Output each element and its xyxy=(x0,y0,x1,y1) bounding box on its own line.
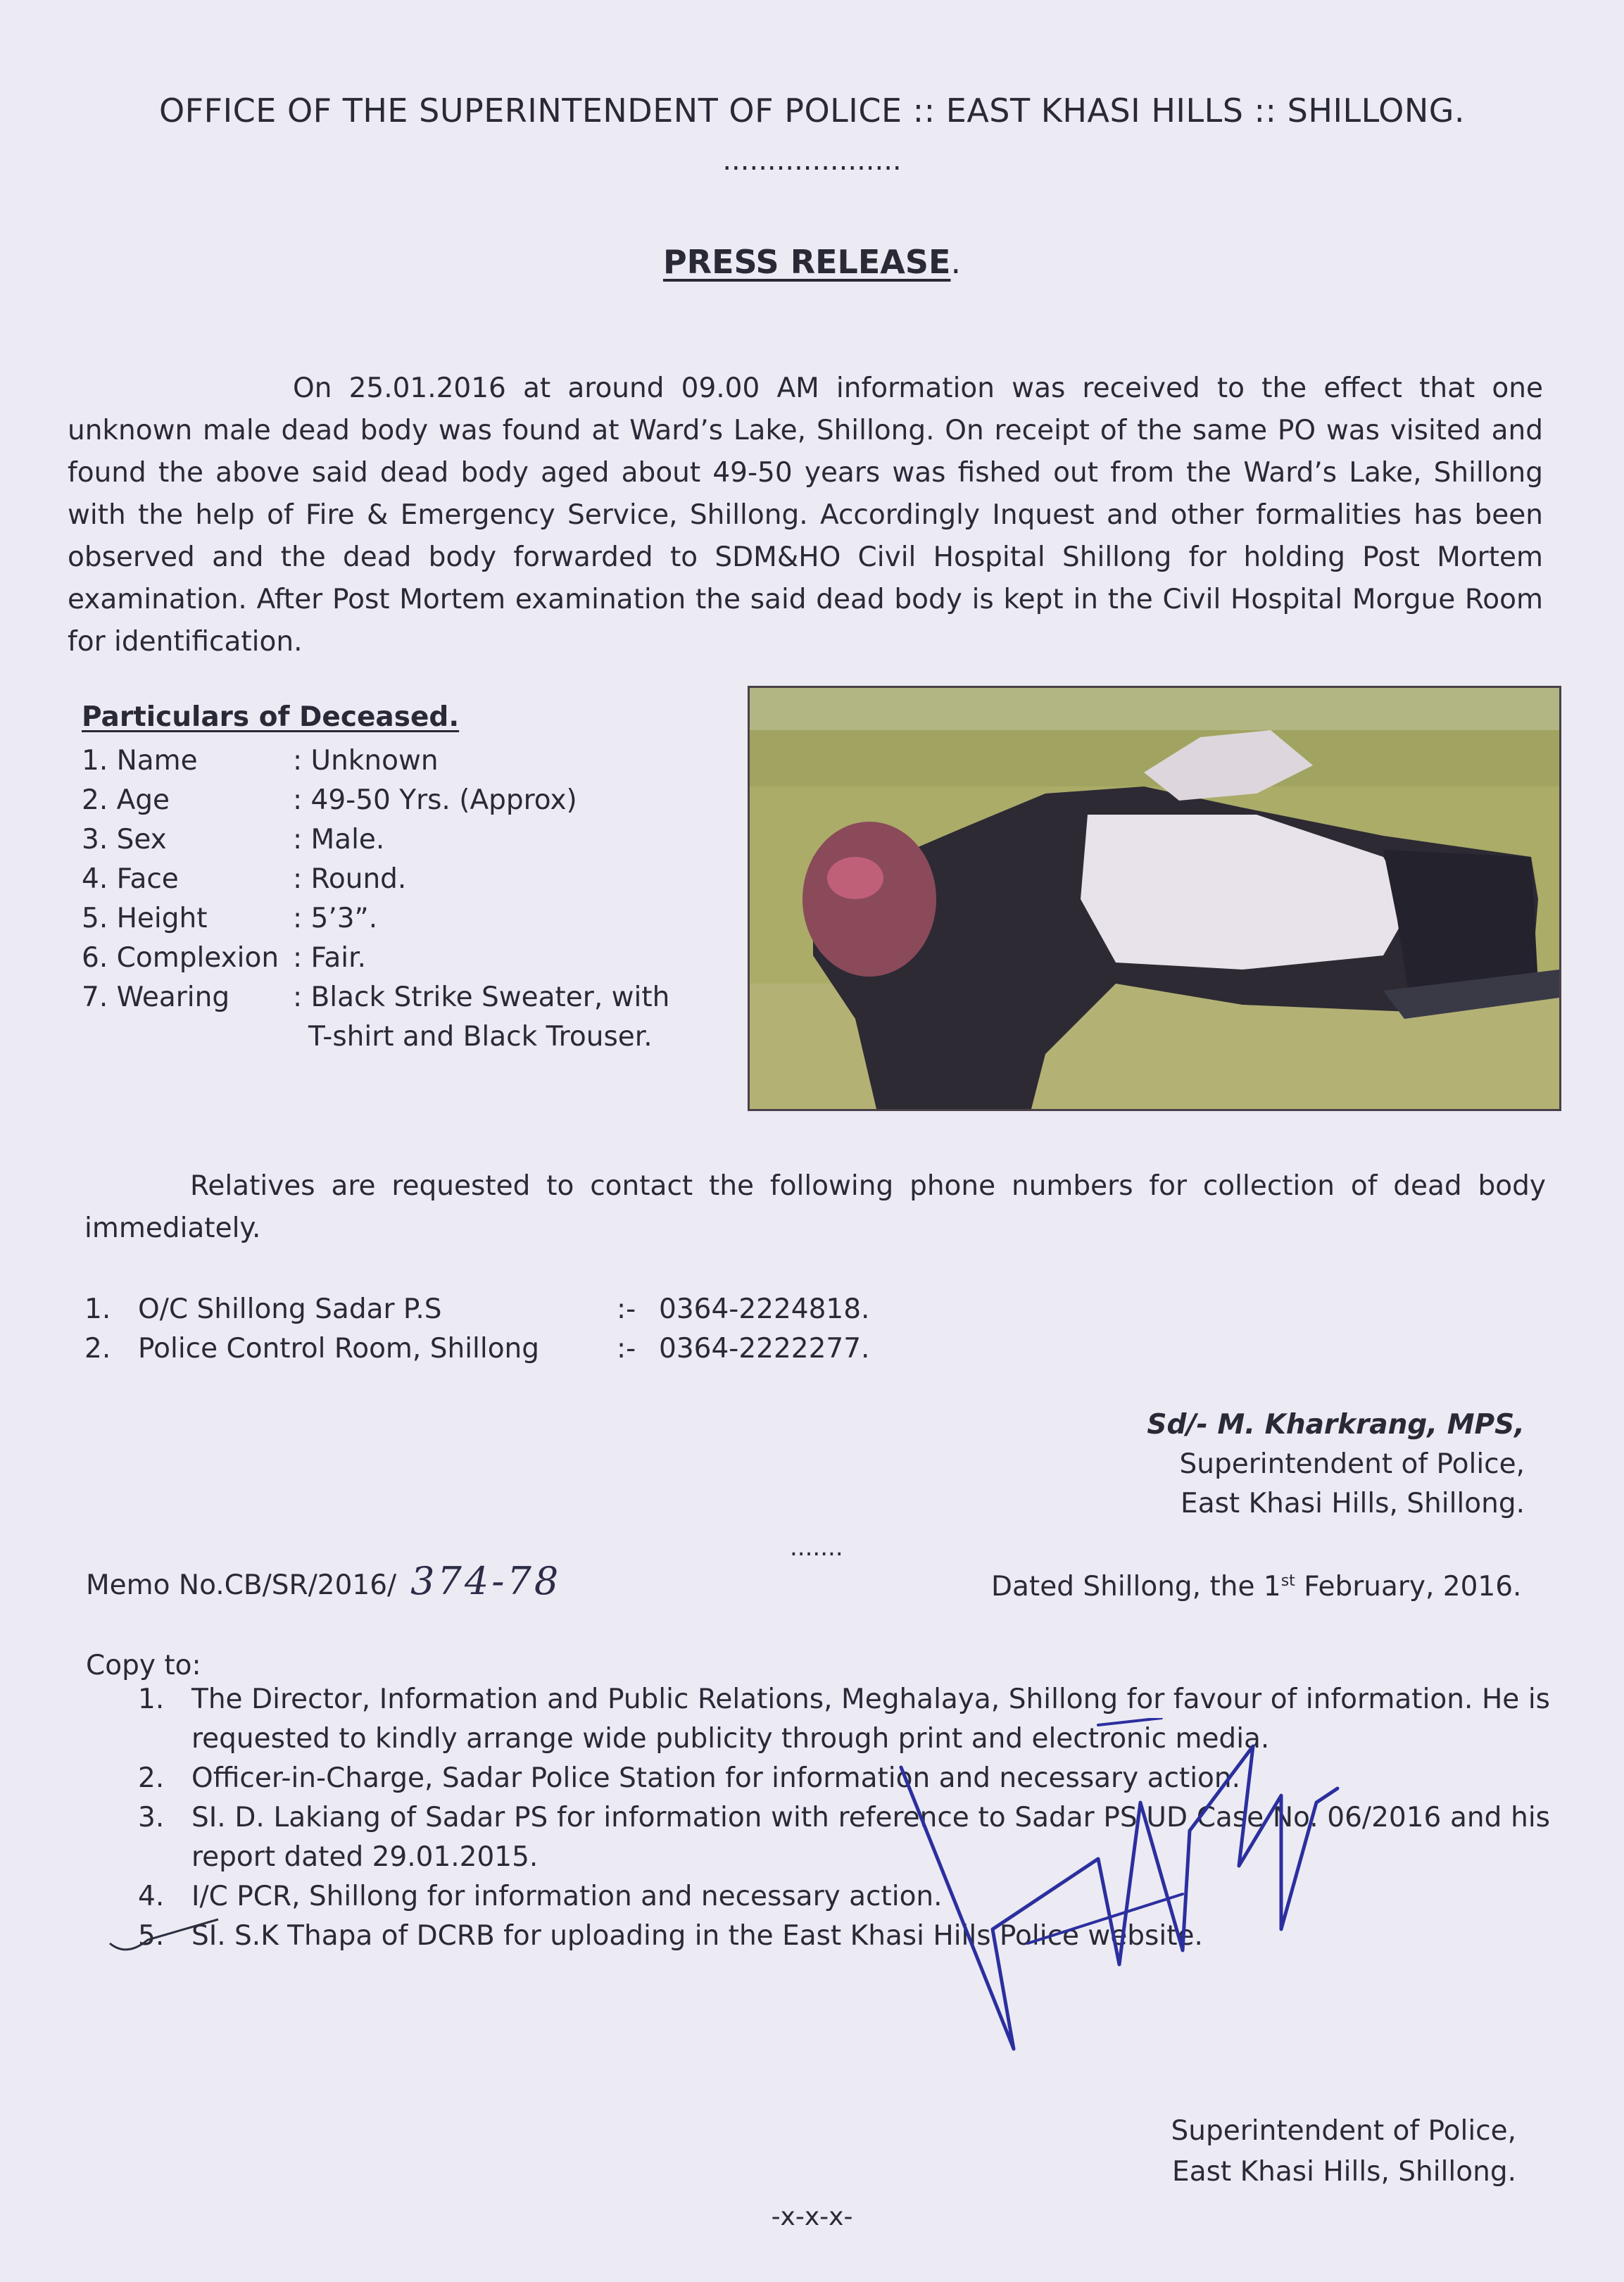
separator-dots: ....... xyxy=(790,1534,843,1562)
contact-phone: 0364-2224818. xyxy=(659,1293,870,1325)
dated-suffix: February, 2016. xyxy=(1295,1571,1522,1603)
copy-item-text: I/C PCR, Shillong for information and necessary action. xyxy=(191,1881,943,1912)
handwritten-signature xyxy=(887,1718,1352,2056)
contact-label: O/C Shillong Sadar P.S xyxy=(138,1293,442,1325)
closing-location: East Khasi Hills, Shillong. xyxy=(1172,2156,1516,2188)
particular-row-name xyxy=(82,741,687,781)
signatory-location: East Khasi Hills, Shillong. xyxy=(1181,1488,1525,1519)
signatory-name: Sd/- M. Kharkrang, MPS, xyxy=(1147,1409,1525,1441)
copy-item-text: Officer-in-Charge, Sadar Police Station for information and necessary action. xyxy=(191,1762,1241,1794)
relatives-text: Relatives are requested to contact the following phone numbers for collection of dead body immediately. xyxy=(84,1170,1546,1244)
deceased-photo xyxy=(748,686,1561,1111)
memo-handwritten-number: 374-78 xyxy=(410,1559,562,1603)
memo-label: Memo No.CB/SR/2016/ xyxy=(86,1569,397,1601)
copy-item-text: The Director, Information and Public Relations, Meghalaya, Shillong for favour of information. He is requested to kindly arrange wide publicity through print and electronic media. xyxy=(191,1684,1550,1755)
copy-to-label: Copy to: xyxy=(86,1650,201,1681)
contact-row xyxy=(84,1329,869,1369)
deceased-photo-image xyxy=(750,688,1559,1109)
copy-item-text: SI. D. Lakiang of Sadar PS for information with reference to Sadar PS UD Case No. 06/2016 and his report dated 29.01.2015. xyxy=(191,1802,1550,1873)
copy-item-number: 5. xyxy=(138,1920,165,1952)
particular-row-face xyxy=(82,860,687,899)
closing-title: Superintendent of Police, xyxy=(1171,2115,1516,2147)
contact-list xyxy=(84,1290,869,1369)
particular-key: 1. Name xyxy=(82,745,198,777)
wearing-line-2: T-shirt and Black Trouser. xyxy=(308,1021,653,1053)
particular-value: : 5’3”. xyxy=(293,903,378,934)
particular-value: : Round. xyxy=(293,863,407,895)
closing-signature xyxy=(1098,2111,1516,2193)
contact-separator: :- xyxy=(617,1293,636,1325)
dated-prefix: Dated Shillong, the 1 xyxy=(991,1571,1281,1603)
particular-value xyxy=(293,978,687,1057)
memo-number xyxy=(86,1559,562,1605)
title-text: PRESS RELEASE xyxy=(662,243,951,281)
copy-item-text: SI. S.K Thapa of DCRB for uploading in the East Khasi Hills Police website. xyxy=(191,1920,1203,1952)
title-suffix: . xyxy=(950,243,962,281)
particular-row-wearing xyxy=(82,978,687,1057)
contact-number: 2. xyxy=(84,1333,111,1365)
copy-item-number: 2. xyxy=(138,1762,165,1794)
signatory-title: Superintendent of Police, xyxy=(1179,1448,1525,1480)
wearing-line-1: : Black Strike Sweater, with xyxy=(293,982,670,1013)
signature-block xyxy=(1098,1405,1525,1524)
particular-key: 3. Sex xyxy=(82,824,167,855)
particular-row-sex xyxy=(82,820,687,860)
contact-number: 1. xyxy=(84,1293,111,1325)
copy-item-number: 1. xyxy=(138,1684,165,1715)
contact-separator: :- xyxy=(617,1333,636,1365)
intro-text: On 25.01.2016 at around 09.00 AM information was received to the effect that one unknown male dead body was found at Ward’s Lake, Shillong. On receipt of the same PO was visited and found the above said dead body aged about 49-50 years was fished out from the Ward’s Lake, Shillong with the help of Fire & Emergency Service, Shillong. Accordingly Inquest and other formalities has been observed and the dead body forwarded to SDM&HO Civil Hospital Shillong for holding Post Mortem examination. After Post Mortem examination the said dead body is kept in the Civil Hospital Morgue Room for identification. xyxy=(68,372,1543,658)
page-footer: -x-x-x- xyxy=(771,2202,853,2231)
particular-key: 6. Complexion xyxy=(82,942,279,974)
contact-label: Police Control Room, Shillong xyxy=(138,1333,540,1365)
checkmark-tick xyxy=(106,1915,232,1957)
page-title xyxy=(0,243,1624,281)
copy-item-number: 3. xyxy=(138,1802,165,1833)
particular-key: 2. Age xyxy=(82,784,170,816)
relatives-paragraph xyxy=(84,1165,1546,1250)
particular-row-age xyxy=(82,781,687,820)
particular-key: 4. Face xyxy=(82,863,179,895)
particular-key: 7. Wearing xyxy=(82,982,230,1013)
contact-phone: 0364-2222277. xyxy=(659,1333,870,1365)
intro-paragraph xyxy=(68,368,1543,663)
particular-row-complexion xyxy=(82,939,687,978)
office-header: OFFICE OF THE SUPERINTENDENT OF POLICE :: EAST KHASI HILLS :: SHILLONG. xyxy=(158,92,1466,130)
particular-row-height xyxy=(82,899,687,939)
particular-value: : 49-50 Yrs. (Approx) xyxy=(293,784,577,816)
particulars-heading: Particulars of Deceased. xyxy=(82,701,460,733)
copy-item-number: 4. xyxy=(138,1881,165,1912)
particular-key: 5. Height xyxy=(82,903,208,934)
particular-value: : Unknown xyxy=(293,745,439,777)
dated-line xyxy=(991,1562,1521,1607)
particular-value: : Male. xyxy=(293,824,385,855)
header-dots: .................... xyxy=(722,144,902,177)
contact-row xyxy=(84,1290,869,1329)
dated-superscript: st xyxy=(1280,1572,1295,1590)
particulars-of-deceased xyxy=(82,701,687,1057)
particular-value: : Fair. xyxy=(293,942,366,974)
